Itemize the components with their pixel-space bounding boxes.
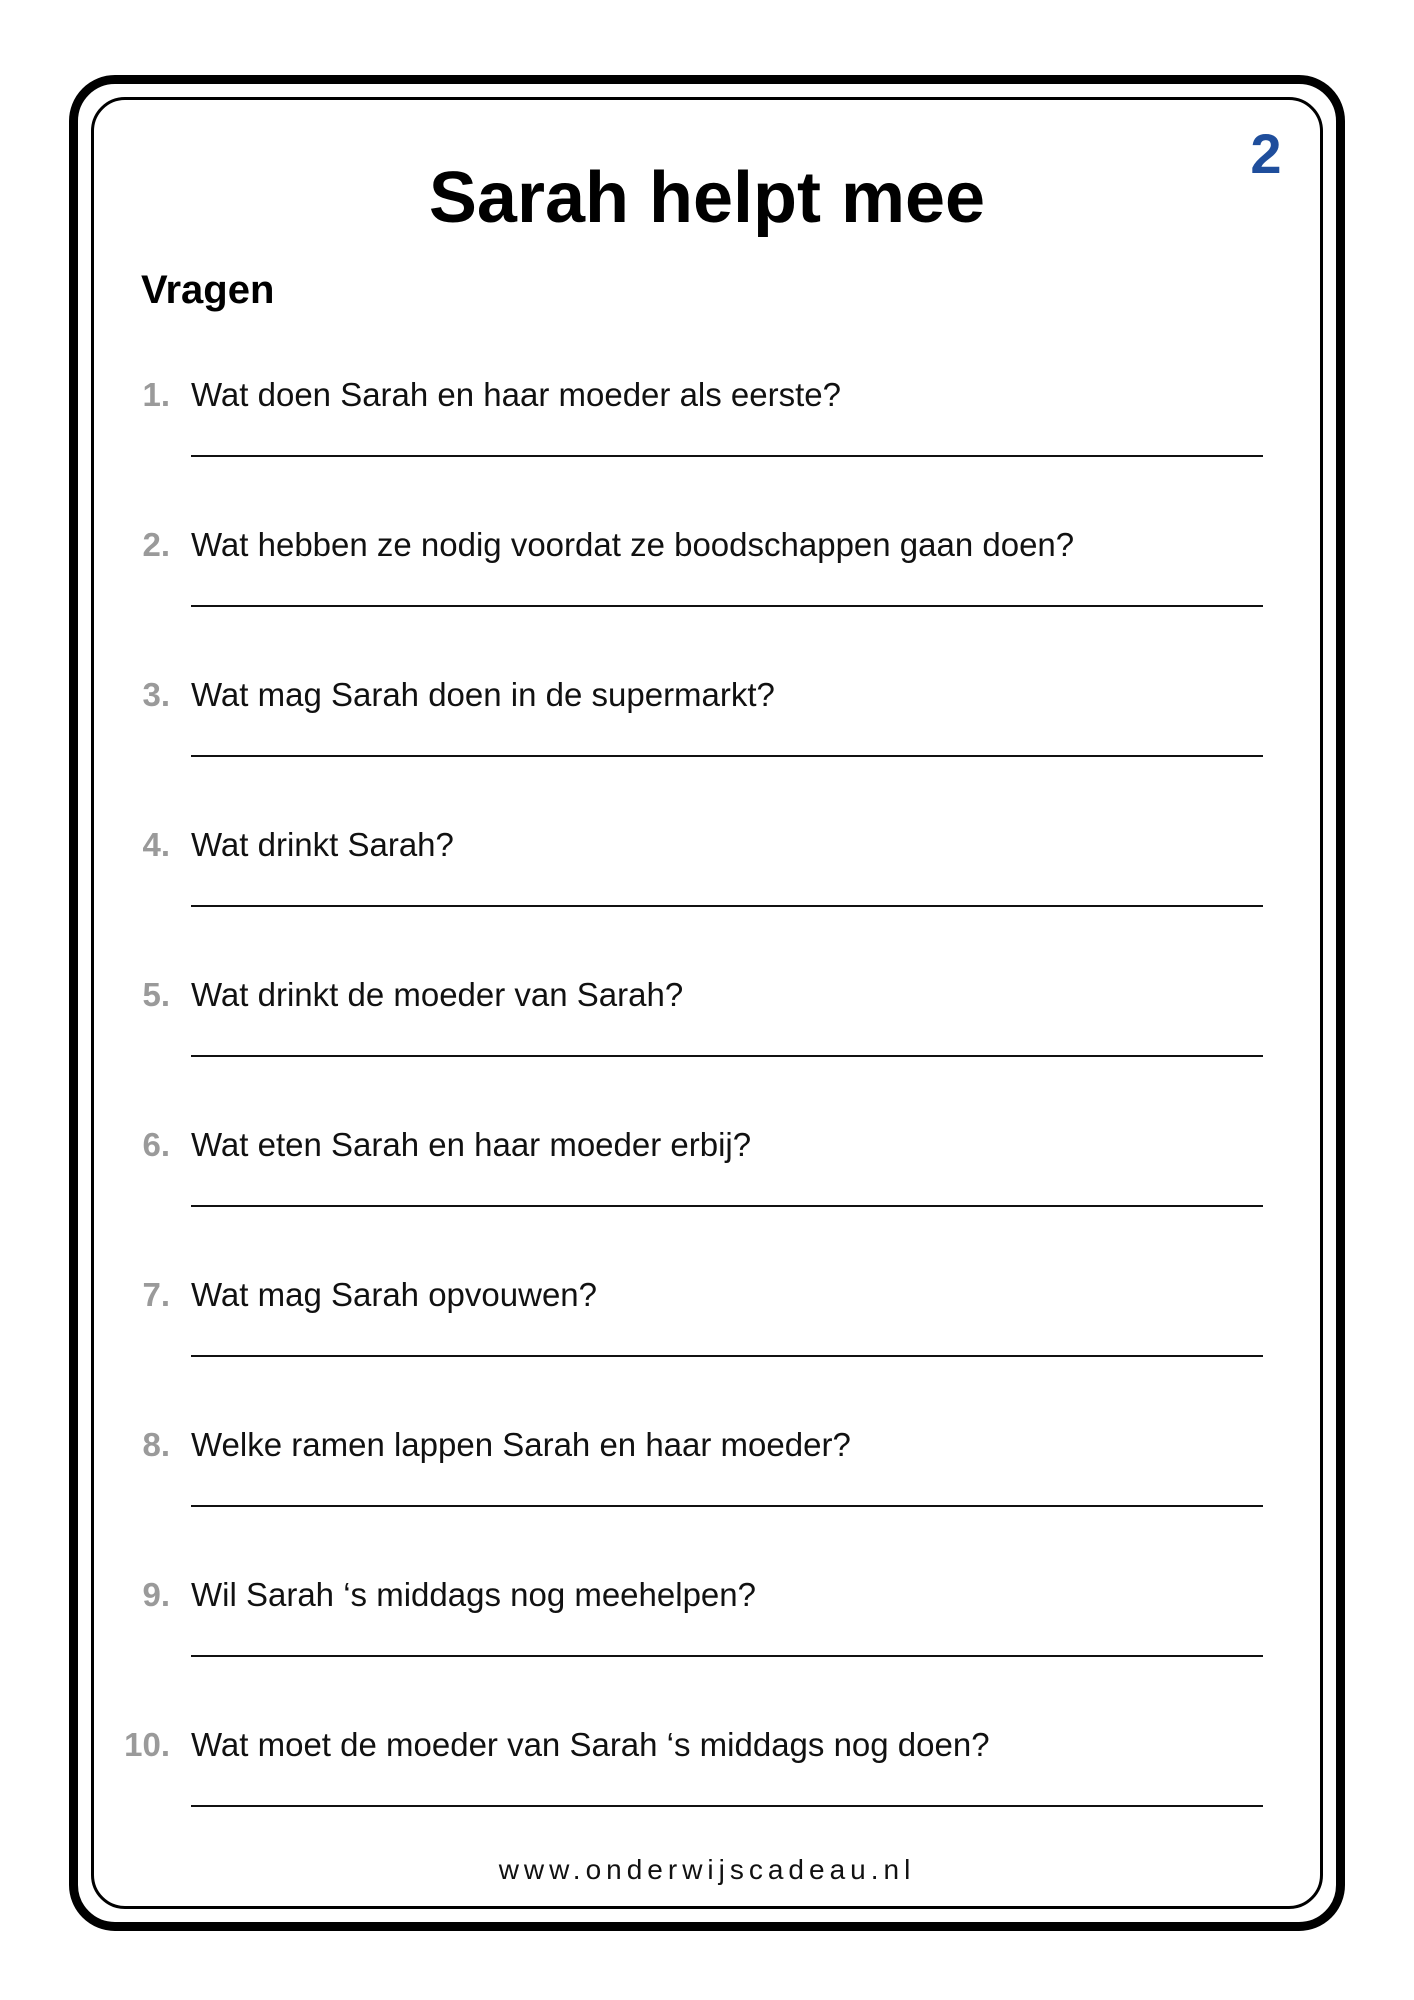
question-text: Wat drinkt Sarah?	[191, 826, 454, 863]
question-number: 2.	[142, 526, 170, 563]
answer-line[interactable]	[191, 905, 1263, 907]
page-number: 2	[1250, 122, 1282, 185]
answer-line[interactable]	[191, 1655, 1263, 1657]
question-number: 7.	[142, 1276, 170, 1313]
question-item	[0, 1278, 1414, 1428]
answer-line[interactable]	[191, 455, 1263, 457]
question-number: 5.	[142, 976, 170, 1013]
question-item	[0, 828, 1414, 978]
section-heading: Vragen	[141, 268, 275, 312]
question-text: Welke ramen lappen Sarah en haar moeder?	[191, 1426, 851, 1463]
answer-line[interactable]	[191, 755, 1263, 757]
question-item	[0, 378, 1414, 528]
answer-line[interactable]	[191, 1355, 1263, 1357]
question-text: Wat moet de moeder van Sarah ‘s middags nog doen?	[191, 1726, 990, 1763]
question-number: 9.	[142, 1576, 170, 1613]
answer-line[interactable]	[191, 1205, 1263, 1207]
question-item	[0, 1428, 1414, 1578]
question-text: Wat mag Sarah opvouwen?	[191, 1276, 598, 1313]
answer-line[interactable]	[191, 605, 1263, 607]
question-number: 10.	[124, 1726, 170, 1763]
footer-website: www.onderwijscadeau.nl	[498, 1854, 916, 1885]
question-item	[0, 1578, 1414, 1728]
question-text: Wat drinkt de moeder van Sarah?	[191, 976, 684, 1013]
question-number: 4.	[142, 826, 170, 863]
question-text: Wil Sarah ‘s middags nog meehelpen?	[191, 1576, 756, 1613]
answer-line[interactable]	[191, 1505, 1263, 1507]
question-number: 3.	[142, 676, 170, 713]
answer-line[interactable]	[191, 1805, 1263, 1807]
question-text: Wat mag Sarah doen in de supermarkt?	[191, 676, 775, 713]
question-number: 1.	[142, 376, 170, 413]
question-item	[0, 1128, 1414, 1278]
question-number: 6.	[142, 1126, 170, 1163]
question-item	[0, 678, 1414, 828]
answer-line[interactable]	[191, 1055, 1263, 1057]
worksheet-title: Sarah helpt mee	[428, 158, 986, 238]
question-text: Wat hebben ze nodig voordat ze boodschappen gaan doen?	[191, 526, 1075, 563]
question-item	[0, 978, 1414, 1128]
question-number: 8.	[142, 1426, 170, 1463]
question-text: Wat doen Sarah en haar moeder als eerste?	[191, 376, 841, 413]
question-text: Wat eten Sarah en haar moeder erbij?	[191, 1126, 752, 1163]
question-item	[0, 528, 1414, 678]
